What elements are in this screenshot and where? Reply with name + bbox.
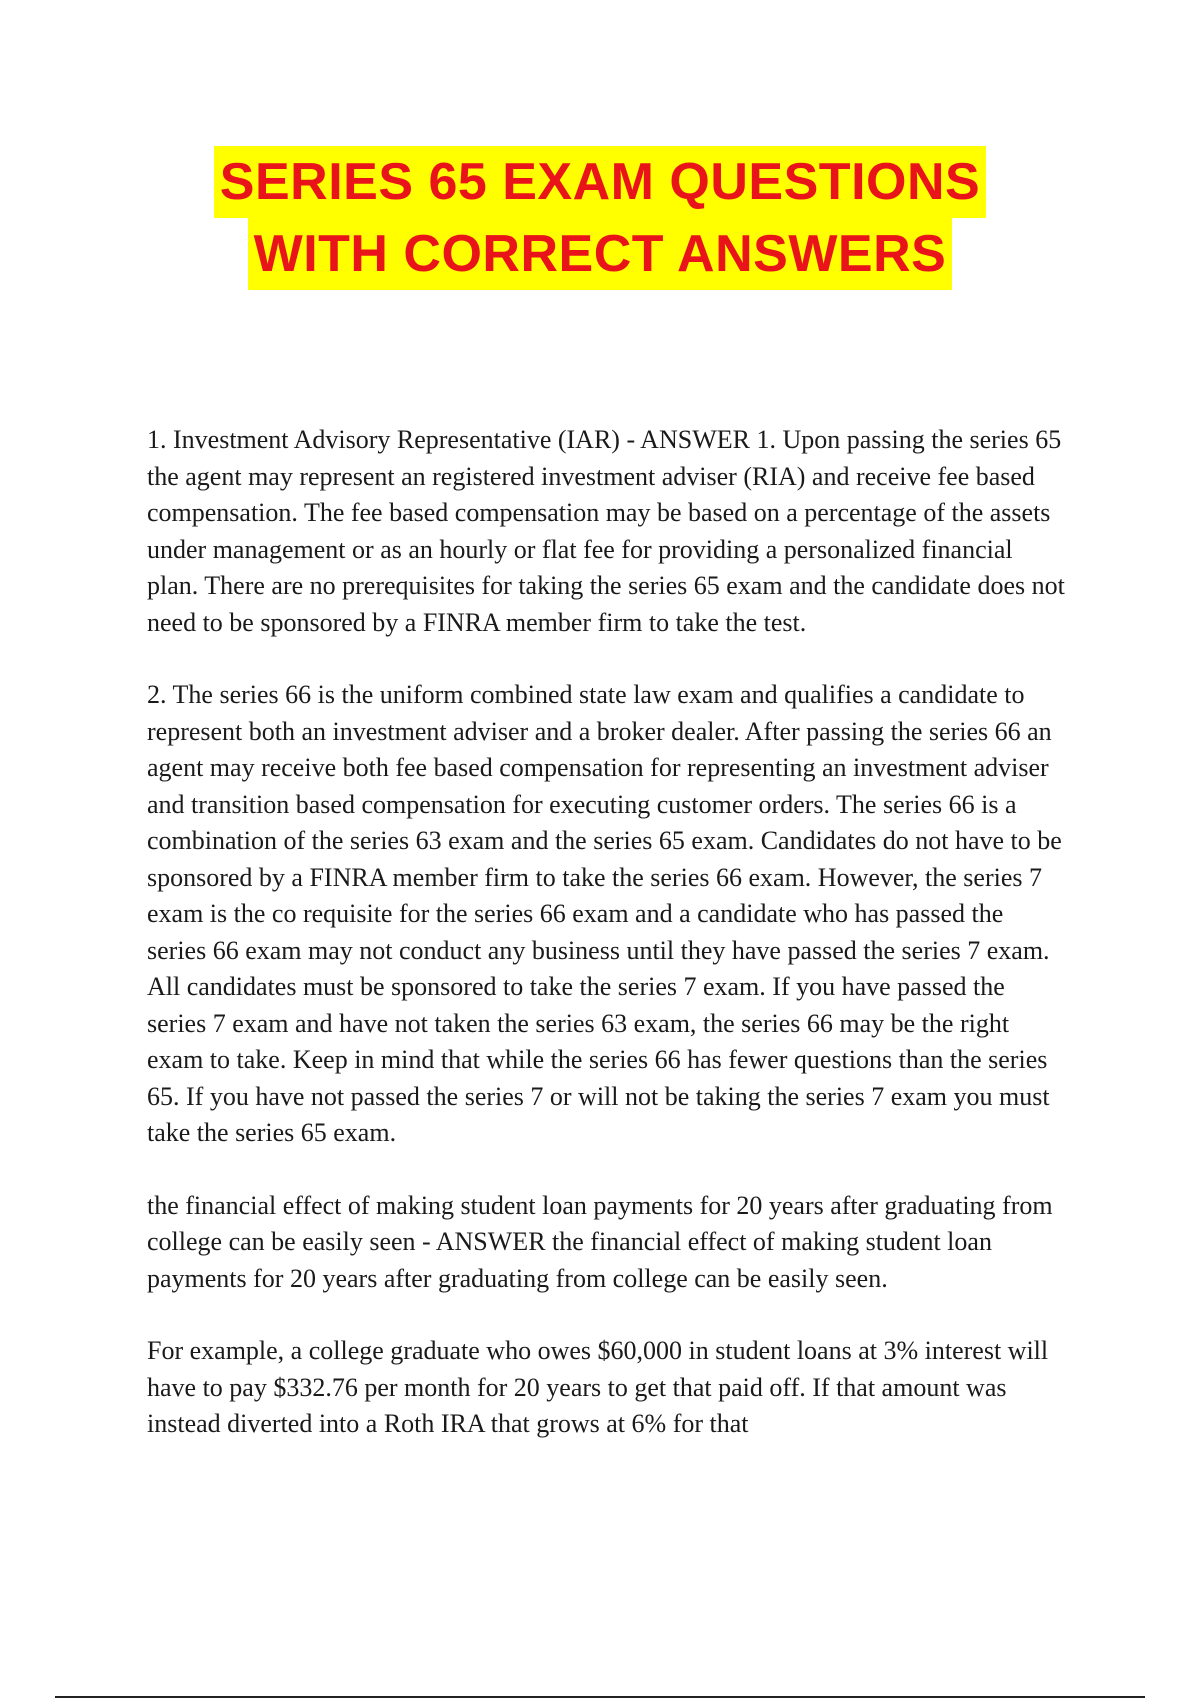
page-bottom-rule <box>55 1696 1145 1698</box>
title-line-1: SERIES 65 EXAM QUESTIONS <box>214 146 986 218</box>
document-title <box>0 146 1200 290</box>
paragraph-1: 1. Investment Advisory Representative (IAR) - ANSWER 1. Upon passing the series 65 the agent may represent an registered investment adviser (RIA) and receive fee based compensation. The fee based compensation may be based on a percentage of the assets under management or as an hourly or flat fee for providing a personalized financial plan. There are no prerequisites for taking the series 65 exam and the candidate does not need to be sponsored by a FINRA member firm to take the test. <box>147 425 1065 637</box>
paragraph-4: For example, a college graduate who owes $60,000 in student loans at 3% interest will have to pay $332.76 per month for 20 years to get that paid off. If that amount was instead diverted into a Roth IRA that grows at 6% for that <box>147 1336 1049 1438</box>
paragraph-2: 2. The series 66 is the uniform combined state law exam and qualifies a candidate to represent both an investment adviser and a broker dealer. After passing the series 66 an agent may receive both fee based compensation for representing an investment adviser and transition based compensation for executing customer orders. The series 66 is a combination of the series 63 exam and the series 65 exam. Candidates do not have to be sponsored by a FINRA member firm to take the series 66 exam. However, the series 7 exam is the co requisite for the series 66 exam and a candidate who has passed the series 66 exam may not conduct any business until they have passed the series 7 exam. All candidates must be sponsored to take the series 7 exam. If you have passed the series 7 exam and have not taken the series 63 exam, the series 66 may be the right exam to take. Keep in mind that while the series 66 has fewer questions than the series 65. If you have not passed the series 7 or will not be taking the series 7 exam you must take the series 65 exam. <box>147 680 1062 1147</box>
title-line-2: WITH CORRECT ANSWERS <box>248 218 953 290</box>
paragraph-3: the financial effect of making student loan payments for 20 years after graduating from college can be easily seen - ANSWER the financial effect of making student loan payments for 20 years after graduating from college can be easily seen. <box>147 1190 1053 1293</box>
document-body <box>147 422 1067 1479</box>
